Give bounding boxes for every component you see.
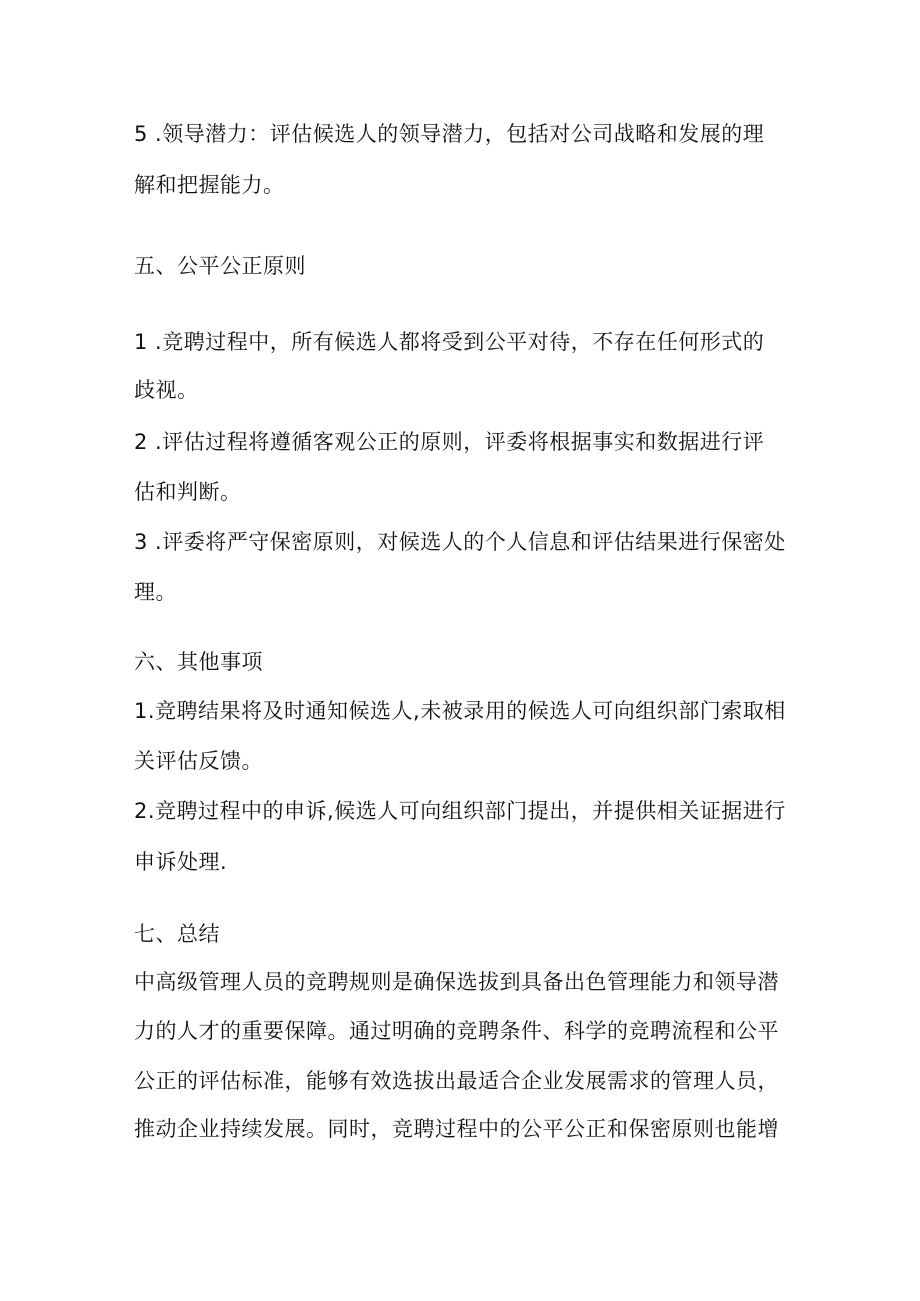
section5-item3-line2: 理。 bbox=[134, 580, 177, 604]
summary-line2: 力的人才的重要保障。通过明确的竞聘条件、科学的竞聘流程和公平 bbox=[134, 1019, 779, 1043]
section5-item1-line1: 1 .竞聘过程中，所有候选人都将受到公平对待，不存在任何形式的 bbox=[134, 330, 765, 354]
section5-heading: 五、公平公正原则 bbox=[134, 254, 306, 278]
section6-item1-line2: 关评估反馈。 bbox=[134, 749, 263, 773]
section6-heading: 六、其他事项 bbox=[134, 650, 263, 674]
section6-item1-line1: 1.竞聘结果将及时通知候选人,未被录用的候选人可向组织部门索取相 bbox=[134, 699, 786, 723]
summary-line4: 推动企业持续发展。同时，竞聘过程中的公平公正和保密原则也能增 bbox=[134, 1117, 779, 1141]
section5-item2-line1: 2 .评估过程将遵循客观公正的原则，评委将根据事实和数据进行评 bbox=[134, 430, 765, 454]
section7-heading: 七、总结 bbox=[134, 922, 220, 946]
section5-item1-line2: 歧视。 bbox=[134, 378, 199, 402]
section6-item2-line1: 2.竞聘过程中的申诉,候选人可向组织部门提出，并提供相关证据进行 bbox=[134, 799, 786, 823]
section5-item3-line1: 3 .评委将严守保密原则，对候选人的个人信息和评估结果进行保密处 bbox=[134, 530, 786, 554]
summary-line3: 公正的评估标准，能够有效选拔出最适合企业发展需求的管理人员， bbox=[134, 1069, 779, 1093]
item5-leadership-line2: 解和把握能力。 bbox=[134, 173, 285, 197]
section6-item2-line2: 申诉处理. bbox=[134, 850, 228, 874]
item5-leadership-line1: 5 .领导潜力：评估候选人的领导潜力，包括对公司战略和发展的理 bbox=[134, 122, 765, 146]
summary-line1: 中高级管理人员的竞聘规则是确保选拔到具备出色管理能力和领导潜 bbox=[134, 970, 779, 994]
section5-item2-line2: 估和判断。 bbox=[134, 480, 242, 504]
